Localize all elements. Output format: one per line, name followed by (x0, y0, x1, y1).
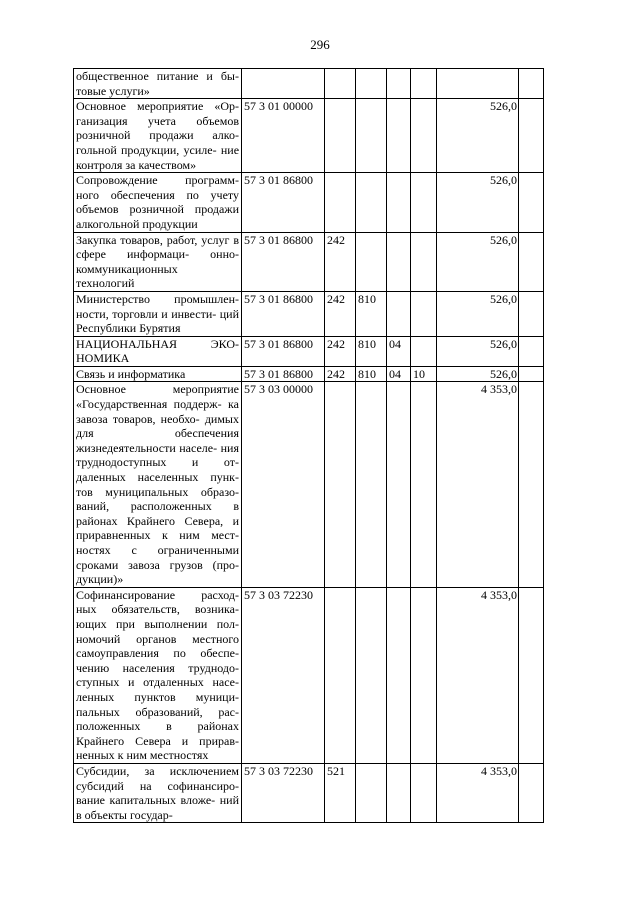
subsection-cell (411, 382, 437, 587)
table-row (74, 587, 544, 763)
table-row (74, 173, 544, 232)
row-name-line: Министерство промышлен- (76, 291, 239, 306)
extra-cell (519, 291, 544, 336)
target-article-cell: 57 3 01 86800 (242, 291, 325, 336)
row-name-line: ности, торговли и инвести- (76, 306, 217, 321)
administrator-cell (356, 232, 387, 291)
subsection-cell (411, 232, 437, 291)
row-name-line: положенных в районах (76, 719, 239, 734)
row-name-line: услуг в сфере информаци- (76, 232, 239, 262)
table-row (74, 69, 544, 99)
row-name-cell (74, 69, 242, 99)
row-name-cell (74, 336, 242, 366)
budget-table (73, 68, 544, 823)
row-name-line: Связь и информатика (76, 366, 186, 381)
row-name-line: ного обеспечения по учету (76, 187, 239, 202)
extra-cell (519, 173, 544, 232)
row-name-cell (74, 587, 242, 763)
target-article-cell: 57 3 03 72230 (242, 587, 325, 763)
row-name-line: Сопровождение программ- (76, 173, 239, 188)
page-number: 296 (310, 37, 330, 52)
target-article-cell: 57 3 03 00000 (242, 382, 325, 587)
row-name-line: «Государственная поддерж- (76, 397, 222, 412)
extra-cell (519, 232, 544, 291)
row-name-line: ваний, расположенных в (76, 499, 239, 514)
amount-cell: 4 353,0 (437, 763, 519, 822)
table-row (74, 99, 544, 173)
administrator-cell (356, 763, 387, 822)
row-name-line: ных обязательств, возника- (76, 602, 239, 617)
expense-type-cell (325, 173, 356, 232)
row-name-cell (74, 382, 242, 587)
row-name-line: самоуправления по обеспе- (76, 646, 239, 661)
administrator-cell (356, 99, 387, 173)
section-cell (387, 173, 411, 232)
row-name-line: Основное мероприятие «Ор- (76, 99, 239, 114)
subsection-cell (411, 99, 437, 173)
administrator-cell (356, 382, 387, 587)
row-name-line: гольной продукции, усиле- (76, 142, 217, 157)
row-name-line: дукции)» (76, 572, 124, 587)
extra-cell (519, 99, 544, 173)
row-name-line: димых для обеспечения (76, 411, 239, 441)
row-name-line: сроками завоза грузов (про- (76, 557, 239, 572)
expense-type-cell (325, 99, 356, 173)
row-name-line: розничной продажи алко- (76, 128, 239, 143)
subsection-cell: 10 (411, 366, 437, 382)
row-name-line: ненных к ним местностях (76, 748, 209, 763)
row-name-line: товые услуги» (76, 83, 150, 98)
table-body (74, 69, 544, 823)
row-name-line: ступных и отдаленных насе- (76, 675, 239, 690)
amount-cell: 526,0 (437, 232, 519, 291)
subsection-cell (411, 763, 437, 822)
row-name-line: приравненных к ним мест- (76, 528, 239, 543)
row-name-cell (74, 173, 242, 232)
amount-cell: 526,0 (437, 291, 519, 336)
section-cell (387, 587, 411, 763)
amount-cell: 526,0 (437, 366, 519, 382)
row-name-line: общественное питание и бы- (76, 69, 239, 83)
extra-cell (519, 587, 544, 763)
row-name-line: ка завоза товаров, необхо- (76, 397, 239, 426)
administrator-cell: 810 (356, 291, 387, 336)
extra-cell (519, 366, 544, 382)
table-row (74, 232, 544, 291)
amount-cell: 526,0 (437, 336, 519, 366)
row-name-line: даленных населенных пунк- (76, 470, 239, 485)
administrator-cell (356, 587, 387, 763)
row-name-line: технологий (76, 276, 135, 291)
section-cell (387, 99, 411, 173)
row-name-line: Основное мероприятие (76, 382, 239, 397)
row-name-cell (74, 291, 242, 336)
administrator-cell: 810 (356, 366, 387, 382)
row-name-line: пальных образований, рас- (76, 704, 239, 719)
table-row (74, 336, 544, 366)
expense-type-cell (325, 382, 356, 587)
row-name-line: тов муниципальных образо- (76, 484, 239, 499)
expense-type-cell: 242 (325, 336, 356, 366)
table-row (74, 366, 544, 382)
row-name-line: ностях с ограниченными (76, 543, 239, 557)
row-name-line: НОМИКА (76, 351, 130, 366)
row-name-cell (74, 232, 242, 291)
row-name-line: субсидий на софинансиро- (76, 778, 239, 793)
row-name-line: онно-коммуникационных (76, 247, 240, 276)
row-name-line: районах Крайнего Севера, и (76, 513, 239, 528)
extra-cell (519, 336, 544, 366)
row-name-line: жизнедеятельности населе- (76, 440, 218, 455)
extra-cell (519, 69, 544, 99)
section-cell (387, 763, 411, 822)
row-name-line: Софинансирование расход- (76, 587, 239, 602)
target-article-cell: 57 3 01 86800 (242, 232, 325, 291)
section-cell: 04 (387, 336, 411, 366)
row-name-line: объемов розничной продажи (76, 202, 239, 217)
subsection-cell (411, 173, 437, 232)
target-article-cell (242, 69, 325, 99)
administrator-cell (356, 173, 387, 232)
row-name-line: вание капитальных вложе- (76, 793, 216, 808)
extra-cell (519, 382, 544, 587)
subsection-cell (411, 69, 437, 99)
row-name-line: ций Республики Бурятия (76, 306, 239, 336)
table-row (74, 291, 544, 336)
row-name-line: ленных пунктов муници- (76, 689, 239, 704)
expense-type-cell (325, 69, 356, 99)
row-name-line: НАЦИОНАЛЬНАЯ ЭКО- (76, 336, 239, 351)
expense-type-cell (325, 587, 356, 763)
table-row (74, 763, 544, 822)
row-name-line: чению населения труднодо- (76, 660, 239, 675)
row-name-cell (74, 99, 242, 173)
row-name-line: Крайнего Севера и прирав- (76, 733, 239, 748)
row-name-cell (74, 763, 242, 822)
subsection-cell (411, 587, 437, 763)
row-name-line: Закупка товаров, работ, (76, 232, 198, 247)
section-cell (387, 291, 411, 336)
row-name-line: номочий органов местного (76, 631, 239, 646)
target-article-cell: 57 3 01 86800 (242, 336, 325, 366)
amount-cell: 526,0 (437, 173, 519, 232)
row-name-line: ющих при выполнении пол- (76, 616, 239, 631)
amount-cell: 4 353,0 (437, 382, 519, 587)
section-cell (387, 382, 411, 587)
expense-type-cell: 242 (325, 232, 356, 291)
amount-cell: 526,0 (437, 99, 519, 173)
administrator-cell: 810 (356, 336, 387, 366)
target-article-cell: 57 3 01 00000 (242, 99, 325, 173)
subsection-cell (411, 336, 437, 366)
amount-cell: 4 353,0 (437, 587, 519, 763)
target-article-cell: 57 3 01 86800 (242, 173, 325, 232)
row-name-line: алкогольной продукции (76, 216, 198, 231)
section-cell: 04 (387, 366, 411, 382)
subsection-cell (411, 291, 437, 336)
section-cell (387, 69, 411, 99)
extra-cell (519, 763, 544, 822)
expense-type-cell: 242 (325, 366, 356, 382)
row-name-line: Субсидии, за исключением (76, 763, 239, 778)
administrator-cell (356, 69, 387, 99)
expense-type-cell: 521 (325, 763, 356, 822)
section-cell (387, 232, 411, 291)
row-name-cell (74, 366, 242, 382)
expense-type-cell: 242 (325, 291, 356, 336)
row-name-line: ния труднодоступных и от- (76, 440, 239, 470)
amount-cell (437, 69, 519, 99)
target-article-cell: 57 3 01 86800 (242, 366, 325, 382)
table-row (74, 382, 544, 587)
row-name-line: ние контроля за качеством» (76, 142, 240, 172)
row-name-line: ний в объекты государ- (76, 793, 239, 822)
row-name-line: ганизация учета объемов (76, 113, 239, 128)
target-article-cell: 57 3 03 72230 (242, 763, 325, 822)
